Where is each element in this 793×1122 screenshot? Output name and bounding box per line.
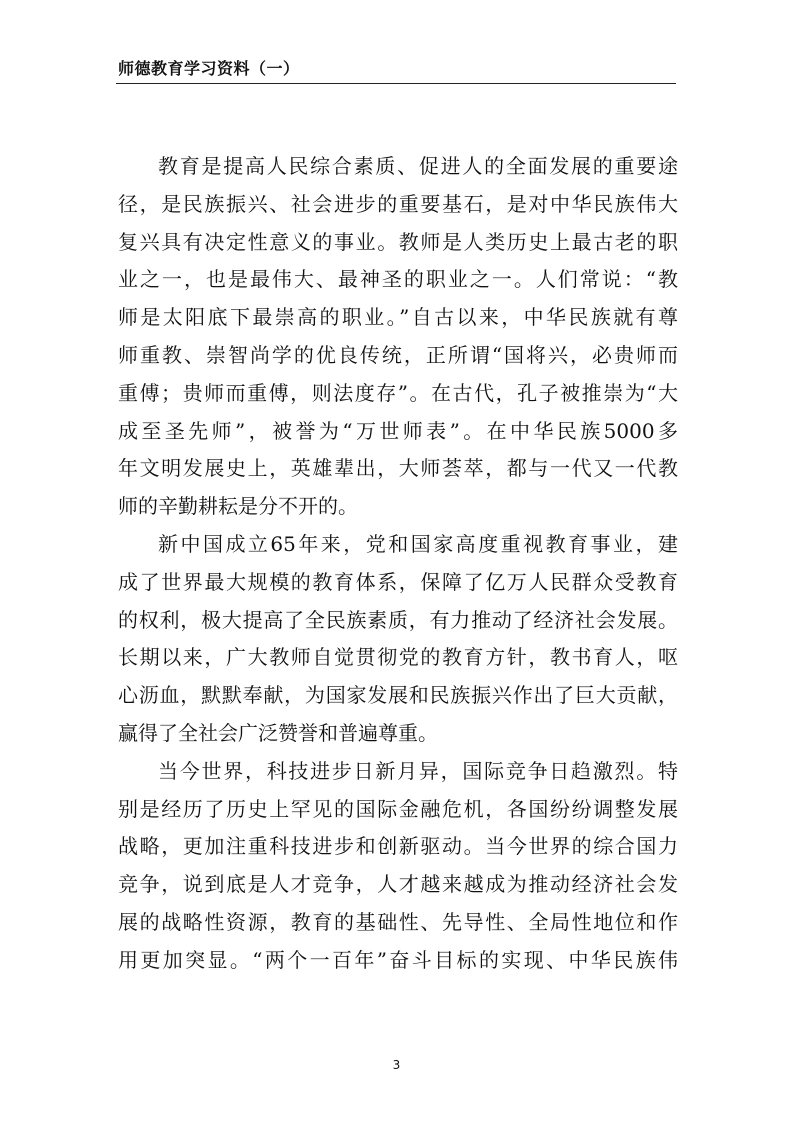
paragraph-2-line-5: 心沥血，默默奉献，为国家发展和民族振兴作出了巨大贡献，: [118, 683, 678, 708]
page-number: 3: [392, 1058, 401, 1072]
paragraph-3-line-6: 用更加突显。“两个一百年”奋斗目标的实现、中华民族伟: [118, 947, 678, 972]
paragraph-1-line-3: 复兴具有决定性意义的事业。教师是人类历史上最古老的职: [118, 229, 678, 254]
paragraph-1-line-4: 业之一，也是最伟大、最神圣的职业之一。人们常说：“教: [118, 267, 678, 292]
paragraph-3-line-2: 别是经历了历史上罕见的国际金融危机，各国纷纷调整发展: [118, 796, 678, 821]
paragraph-2-line-3: 的权利，极大提高了全民族素质，有力推动了经济社会发展。: [118, 607, 678, 632]
document-body: [118, 148, 678, 980]
paragraph-3-line-5: 展的战略性资源，教育的基础性、先导性、全局性地位和作: [118, 909, 678, 934]
page-header-title: 师德教育学习资料（一）: [118, 59, 300, 78]
paragraph-2-line-4: 长期以来，广大教师自觉贯彻党的教育方针，教书育人，呕: [118, 645, 678, 670]
paragraph-1-line-6: 师重教、崇智尚学的优良传统，正所谓“国将兴，必贵师而: [118, 342, 678, 367]
paragraph-3-line-4: 竞争，说到底是人才竞争，人才越来越成为推动经济社会发: [118, 872, 678, 897]
paragraph-1-line-2: 径，是民族振兴、社会进步的重要基石，是对中华民族伟大: [118, 191, 678, 216]
paragraph-1-line-5: 师是太阳底下最崇高的职业。”自古以来，中华民族就有尊: [118, 305, 678, 330]
paragraph-3-line-3: 战略，更加注重科技进步和创新驱动。当今世界的综合国力: [118, 834, 678, 859]
header-divider: [116, 83, 676, 84]
paragraph-2-line-6: 赢得了全社会广泛赞誉和普遍尊重。: [118, 720, 438, 745]
paragraph-1-line-1: 教育是提高人民综合素质、促进人的全面发展的重要途: [158, 154, 678, 178]
paragraph-1-line-7: 重傅；贵师而重傅，则法度存”。在古代，孔子被推崇为“大: [118, 380, 678, 405]
paragraph-1-line-10: 师的辛勤耕耘是分不开的。: [118, 494, 358, 519]
paragraph-2-line-2: 成了世界最大规模的教育体系，保障了亿万人民群众受教育: [118, 569, 678, 594]
paragraph-2-line-1: 新中国成立65年来，党和国家高度重视教育事业，建: [158, 531, 678, 556]
paragraph-1-line-8: 成至圣先师”，被誉为“万世师表”。在中华民族5000多: [118, 418, 678, 443]
paragraph-1-line-9: 年文明发展史上，英雄辈出，大师荟萃，都与一代又一代教: [118, 456, 678, 481]
paragraph-3-line-1: 当今世界，科技进步日新月异，国际竞争日趋激烈。特: [158, 758, 678, 783]
